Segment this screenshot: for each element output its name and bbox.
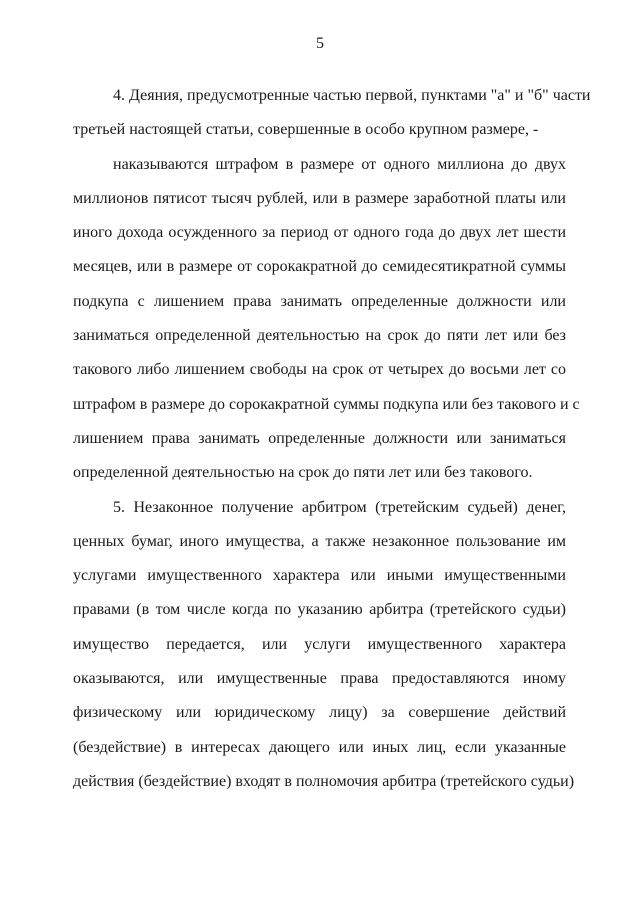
text-line: 5. Незаконное получение арбитром (третейским судьей) денег,	[113, 498, 566, 516]
page-number: 5	[316, 35, 324, 52]
text-line: (бездействие) в интересах дающего или иных лиц, если указанные	[73, 738, 566, 756]
text-line: штрафом в размере до сорокакратной суммы подкупа или без такового и с	[73, 395, 580, 413]
text-line: миллионов пятисот тысяч рублей, или в размере заработной платы или	[73, 189, 566, 207]
text-line: оказываются, или имущественные права предоставляются иному	[73, 670, 566, 688]
text-line: иного дохода осужденного за период от одного года до двух лет шести	[73, 224, 566, 242]
text-line: определенной деятельностью на срок до пяти лет или без такового.	[73, 464, 533, 482]
paragraph-5	[73, 491, 575, 800]
text-line: заниматься определенной деятельностью на срок до пяти лет или без	[73, 327, 566, 345]
text-line: действия (бездействие) входят в полномочия арбитра (третейского судьи)	[73, 772, 575, 790]
document-body	[73, 79, 591, 799]
text-line: услугами имущественного характера или иными имущественными	[73, 567, 566, 585]
text-line: 4. Деяния, предусмотренные частью первой, пунктами "а" и "б" части	[113, 87, 591, 104]
text-line: лишением права занимать определенные должности или заниматься	[73, 429, 566, 447]
paragraph-4	[73, 79, 591, 148]
text-line: правами (в том числе когда по указанию арбитра (третейского судьи)	[73, 601, 566, 619]
text-line: месяцев, или в размере от сорокакратной до семидесятикратной суммы	[73, 258, 566, 276]
paragraph-4-penalty	[73, 148, 580, 491]
text-line: такового либо лишением свободы на срок от четырех до восьми лет со	[73, 361, 566, 379]
text-line: физическому или юридическому лицу) за совершение действий	[73, 704, 566, 722]
text-line: третьей настоящей статьи, совершенные в особо крупном размере, -	[73, 121, 539, 139]
text-line: наказываются штрафом в размере от одного миллиона до двух	[113, 155, 566, 173]
text-line: имущество передается, или услуги имущественного характера	[73, 635, 566, 653]
text-line: подкупа с лишением права занимать определенные должности или	[73, 292, 566, 310]
text-line: ценных бумаг, иного имущества, а также незаконное пользование им	[73, 532, 566, 550]
